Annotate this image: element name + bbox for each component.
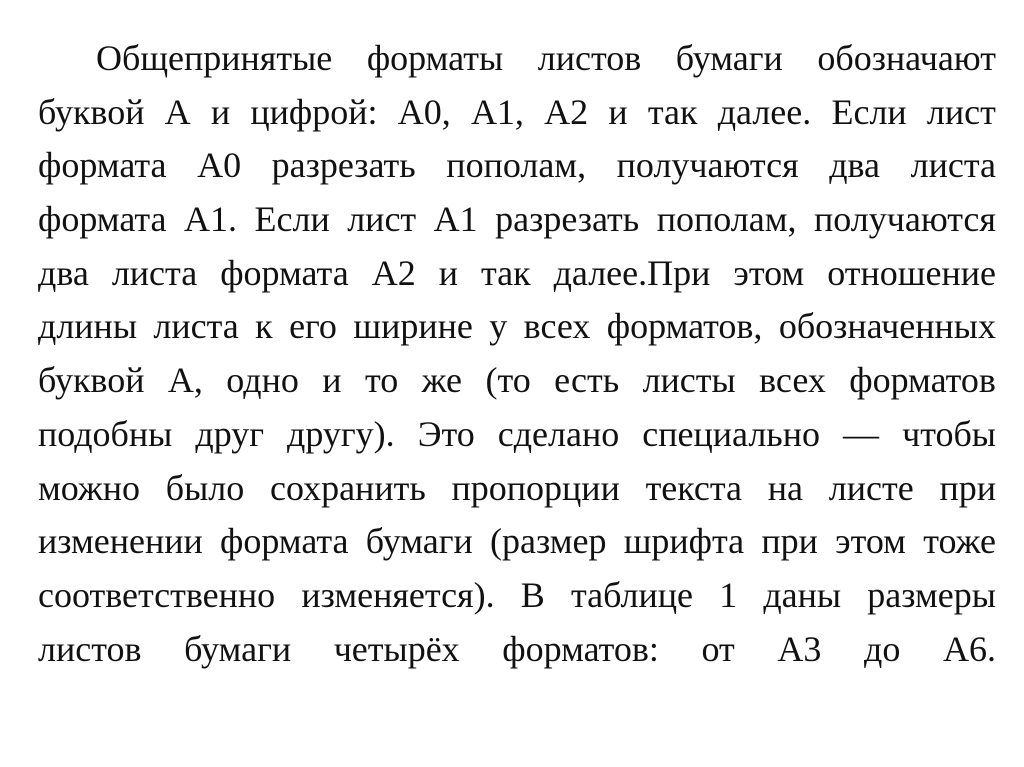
word: А2: [544, 91, 589, 132]
word: при: [939, 467, 996, 508]
word: А0,: [397, 91, 451, 132]
word: далее.При: [553, 252, 711, 293]
word: его: [289, 306, 337, 347]
word: А,: [167, 360, 203, 401]
word: форматов: [849, 360, 996, 401]
word: пополам,: [446, 145, 587, 186]
word: форматов:: [502, 628, 659, 669]
text-line: [38, 354, 996, 408]
word: —: [843, 413, 880, 454]
word: и: [210, 91, 231, 132]
text-line: [38, 86, 996, 140]
text-line: [38, 247, 996, 301]
text-line: [38, 139, 996, 193]
word: четырёх: [333, 628, 460, 669]
word: изменяется).: [301, 574, 495, 615]
word: обозначают: [817, 38, 996, 78]
word: А3: [777, 628, 822, 669]
word: Это: [417, 413, 475, 454]
word: у: [489, 306, 508, 347]
word: специально: [642, 413, 820, 454]
word: другу).: [287, 413, 395, 454]
word: 1: [719, 574, 738, 615]
word: листа: [153, 306, 239, 347]
text-line: [38, 569, 996, 623]
text-line: [38, 623, 996, 677]
word: Если: [831, 91, 907, 132]
word: Если: [254, 199, 330, 240]
word: формата: [220, 521, 349, 562]
word: обозначенных: [778, 306, 996, 347]
word: формата: [220, 252, 349, 293]
word: сохранить: [270, 467, 426, 508]
text-line: [38, 408, 996, 462]
word: размеры: [867, 574, 996, 615]
word: можно: [38, 467, 141, 508]
word: А: [164, 91, 191, 132]
word: В: [520, 574, 545, 615]
word: листа: [111, 252, 198, 293]
word: цифрой:: [250, 91, 378, 132]
word: отношение: [827, 252, 996, 293]
word: Общепринятые: [96, 38, 333, 78]
word: же: [421, 360, 463, 401]
word: длины: [38, 306, 137, 347]
word: даны: [763, 574, 842, 615]
word: до: [864, 628, 901, 669]
word: буквой: [38, 91, 145, 132]
word: далее.: [717, 91, 812, 132]
word: (размер: [490, 521, 607, 562]
word: листе: [828, 467, 914, 508]
word: при: [761, 521, 818, 562]
word: листа: [910, 145, 996, 186]
word: получаются: [814, 199, 996, 240]
word: А6.: [942, 628, 996, 669]
word: было: [165, 467, 245, 508]
word: ширине: [353, 306, 473, 347]
word: сделано: [497, 413, 620, 454]
word: форматов,: [606, 306, 763, 347]
word: подобны: [38, 413, 173, 454]
body-paragraph: [38, 32, 996, 676]
word: пропорции: [451, 467, 620, 508]
word: на: [767, 467, 804, 508]
word: всех: [759, 360, 826, 401]
word: есть: [554, 360, 620, 401]
word: друг: [195, 413, 264, 454]
word: листов: [537, 38, 642, 78]
word: всех: [523, 306, 591, 347]
word: формата: [38, 145, 167, 186]
word: А1,: [470, 91, 524, 132]
text-line: [38, 300, 996, 354]
word: этом: [733, 252, 805, 293]
word: листы: [642, 360, 736, 401]
word: разрезать: [495, 199, 640, 240]
word: А1: [433, 199, 478, 240]
word: А0: [197, 145, 242, 186]
word: так: [647, 91, 698, 132]
word: бумаги: [675, 38, 783, 78]
word: изменении: [38, 521, 203, 562]
word: соответственно: [38, 574, 276, 615]
word: (то: [485, 360, 531, 401]
word: к: [255, 306, 273, 347]
word: и: [438, 252, 458, 293]
word: два: [38, 252, 89, 293]
word: пополам,: [656, 199, 797, 240]
word: бумаги: [184, 628, 292, 669]
word: получаются: [616, 145, 799, 186]
word: одно: [226, 360, 299, 401]
word: таблице: [570, 574, 694, 615]
text-line: [38, 462, 996, 516]
word: и: [608, 91, 628, 132]
word: и: [322, 360, 342, 401]
text-line: [38, 193, 996, 247]
word: бумаги: [365, 521, 473, 562]
word: формата: [38, 199, 167, 240]
word: лист: [347, 199, 417, 240]
word: разрезать: [271, 145, 416, 186]
word: шрифта: [623, 521, 745, 562]
word: текста: [645, 467, 743, 508]
text-line: [38, 32, 996, 86]
word: то: [364, 360, 399, 401]
word: два: [829, 145, 881, 186]
word: А1.: [184, 199, 238, 240]
word: листов: [38, 628, 142, 669]
word: тоже: [923, 521, 996, 562]
word: форматы: [366, 38, 504, 78]
word: буквой: [38, 360, 145, 401]
word: чтобы: [902, 413, 996, 454]
word: этом: [835, 521, 906, 562]
word: от: [701, 628, 735, 669]
text-line: [38, 515, 996, 569]
word: А2: [371, 252, 416, 293]
word: лист: [926, 91, 996, 132]
word: так: [480, 252, 531, 293]
